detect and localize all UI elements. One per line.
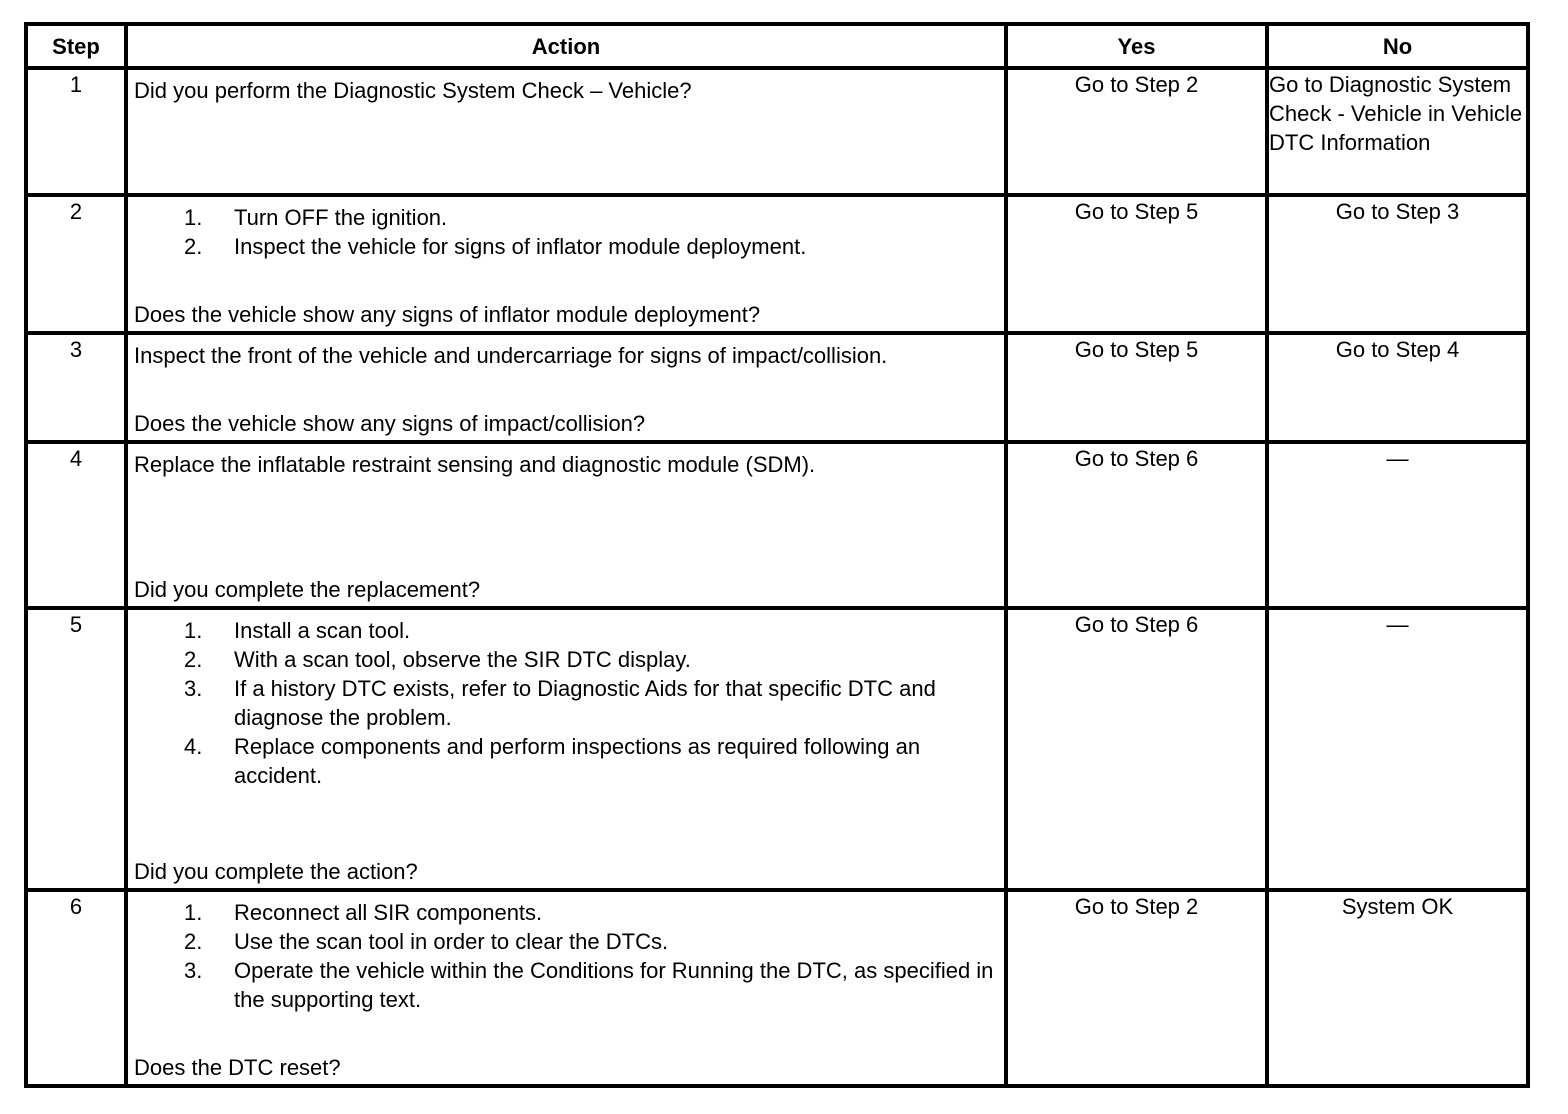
table-row xyxy=(26,68,1528,195)
action-cell xyxy=(126,68,1006,195)
no-answer: — xyxy=(1267,608,1528,890)
step-number: 3 xyxy=(26,333,126,442)
action-cell xyxy=(126,442,1006,608)
action-text: Inspect the front of the vehicle and undercarriage for signs of impact/collision. xyxy=(134,343,888,368)
list-item: 2. Inspect the vehicle for signs of inflator module deployment. xyxy=(184,234,807,259)
action-step-list xyxy=(134,203,998,261)
table-row xyxy=(26,442,1528,608)
step-number: 2 xyxy=(26,195,126,333)
yes-answer: Go to Step 2 xyxy=(1006,68,1267,195)
table-header-row xyxy=(26,24,1528,68)
step-number: 1 xyxy=(26,68,126,195)
list-item: 1. Install a scan tool. xyxy=(184,618,411,643)
header-yes: Yes xyxy=(1006,24,1267,68)
no-answer: System OK xyxy=(1267,890,1528,1086)
table-row xyxy=(26,608,1528,890)
action-question: Did you complete the replacement? xyxy=(134,577,481,602)
action-question: Did you complete the action? xyxy=(134,859,418,884)
step-number: 4 xyxy=(26,442,126,608)
diagnostic-table xyxy=(24,22,1530,1088)
action-text: Did you perform the Diagnostic System Check – Vehicle? xyxy=(134,78,692,103)
action-cell xyxy=(126,890,1006,1086)
table-row xyxy=(26,890,1528,1086)
no-answer: Go to Diagnostic System Check - Vehicle in Vehicle DTC Information xyxy=(1267,68,1528,195)
list-item: 3. If a history DTC exists, refer to Diagnostic Aids for that specific DTC and diagnose the problem. xyxy=(184,676,936,730)
yes-answer: Go to Step 6 xyxy=(1006,608,1267,890)
step-number: 5 xyxy=(26,608,126,890)
yes-answer: Go to Step 5 xyxy=(1006,333,1267,442)
action-cell xyxy=(126,608,1006,890)
action-question: Does the DTC reset? xyxy=(134,1055,341,1080)
list-item: 4. Replace components and perform inspections as required following an accident. xyxy=(184,734,921,788)
list-item: 1. Turn OFF the ignition. xyxy=(184,205,448,230)
list-item: 2. Use the scan tool in order to clear the DTCs. xyxy=(184,929,669,954)
no-answer: Go to Step 3 xyxy=(1267,195,1528,333)
table-row xyxy=(26,195,1528,333)
header-step: Step xyxy=(26,24,126,68)
table-row xyxy=(26,333,1528,442)
yes-answer: Go to Step 2 xyxy=(1006,890,1267,1086)
no-answer: Go to Step 4 xyxy=(1267,333,1528,442)
action-step-list xyxy=(134,898,998,1014)
list-item: 2. With a scan tool, observe the SIR DTC display. xyxy=(184,647,691,672)
action-text: Replace the inflatable restraint sensing and diagnostic module (SDM). xyxy=(134,452,816,477)
list-item: 1. Reconnect all SIR components. xyxy=(184,900,543,925)
action-question: Does the vehicle show any signs of inflator module deployment? xyxy=(134,302,761,327)
no-answer: — xyxy=(1267,442,1528,608)
action-cell xyxy=(126,333,1006,442)
yes-answer: Go to Step 5 xyxy=(1006,195,1267,333)
action-question: Does the vehicle show any signs of impact/collision? xyxy=(134,411,646,436)
list-item: 3. Operate the vehicle within the Conditions for Running the DTC, as specified in the supporting text. xyxy=(184,958,994,1012)
yes-answer: Go to Step 6 xyxy=(1006,442,1267,608)
action-step-list xyxy=(134,616,998,790)
header-action: Action xyxy=(126,24,1006,68)
step-number: 6 xyxy=(26,890,126,1086)
header-no: No xyxy=(1267,24,1528,68)
action-cell xyxy=(126,195,1006,333)
